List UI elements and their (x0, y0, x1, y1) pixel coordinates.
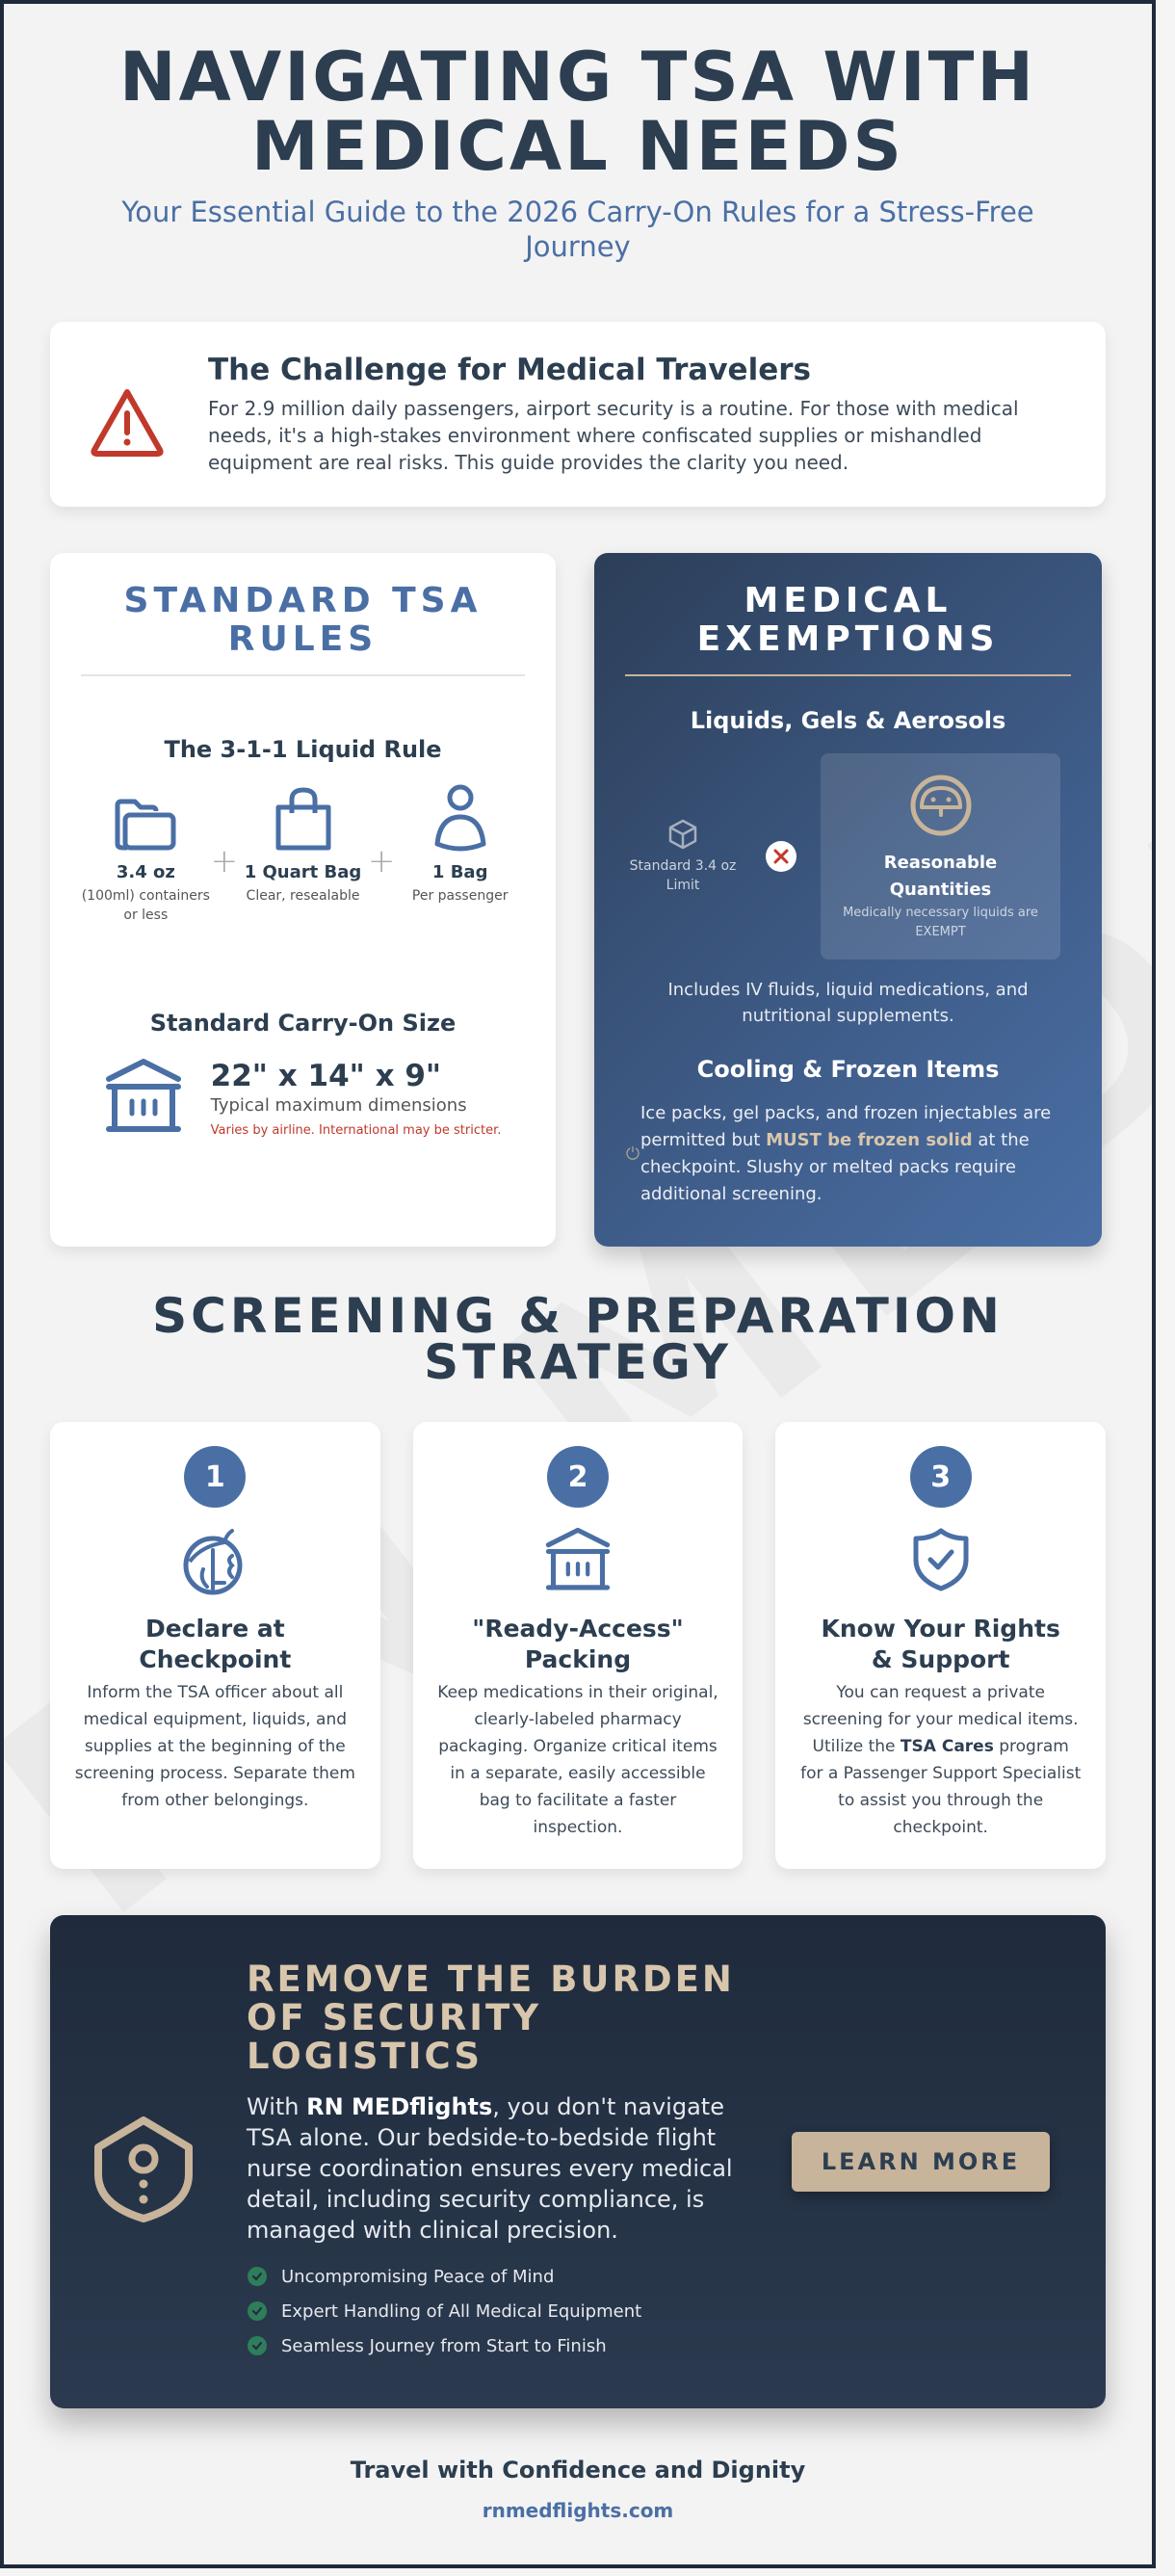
benefits-list (247, 2259, 738, 2363)
liquids-section: Liquids, Gels & Aerosols Standard 3.4 oz Limit Reasonable Quantities Medically necessary liquids are EXEMPT Includes IV fluids, liquid medications, and nutritional supplements. (625, 707, 1071, 1029)
benefit-item: Seamless Journey from Start to Finish (247, 2328, 738, 2363)
cta-description: With RN MEDflights, you don't navigate TSA alone. Our bedside-to-bedside flight nurse coordination ensures every medical detail, including security compliance, is managed with clinical precision. (247, 2093, 733, 2244)
medical-exemptions-card (594, 553, 1102, 1247)
person-icon (395, 784, 525, 852)
cooling-section: Cooling & Frozen Items Ice packs, gel packs, and frozen injectables are permitted but MUST be frozen solid at the checkpoint. Slushy or melted packs require additional screening. (625, 1056, 1071, 1208)
power-icon (625, 1144, 640, 1164)
challenge-title: The Challenge for Medical Travelers (208, 353, 811, 387)
step-number: 3 (910, 1446, 972, 1508)
plus-separator: + (367, 842, 396, 881)
website-link[interactable]: rnmedflights.com (482, 2499, 674, 2522)
challenge-text: For 2.9 million daily passengers, airport security is a routine. For those with medical needs, it's a high-stakes environment where confiscated supplies or mishandled equipment are real risks. This guide provides the clarity you need. (208, 397, 1019, 474)
bag-icon (238, 784, 368, 852)
rule-item: 1 Quart Bag Clear, resealable (238, 784, 368, 906)
folder-icon (81, 784, 211, 852)
cooling-text: Ice packs, gel packs, and frozen injectables are permitted but MUST be frozen solid at the checkpoint. Slushy or melted packs require additional screening. (640, 1103, 1052, 1204)
check-circle-icon (247, 2335, 268, 2356)
cta-banner (50, 1915, 1106, 2408)
step-number: 1 (184, 1446, 246, 1508)
standard-rules-card (50, 553, 556, 1247)
benefit-item: Expert Handling of All Medical Equipment (247, 2294, 738, 2328)
carry-on-heading: Standard Carry-On Size (149, 1010, 457, 1037)
carry-on-section: Standard Carry-On Size 22" x 14" x 9" Typical maximum dimensions Varies by airline. International may be stricter. (81, 1010, 525, 1139)
cube-icon (625, 818, 741, 856)
luggage-icon (105, 1058, 182, 1139)
step-card: 1 Declare at Checkpoint Inform the TSA officer about all medical equipment, liquids, and supplies at the beginning of the screening process. Separate them from other belongings. (50, 1422, 380, 1869)
globe-icon (73, 1527, 357, 1596)
liquid-rule-heading: The 3-1-1 Liquid Rule (164, 736, 442, 763)
plus-separator: + (210, 842, 239, 881)
carry-on-dimensions: 22" x 14" x 9" (210, 1059, 442, 1093)
challenge-card (50, 322, 1106, 507)
cta-title: REMOVE THE BURDEN OF SECURITY LOGISTICS (247, 1958, 735, 2077)
step-card: 3 Know Your Rights & Support You can request a private screening for your medical items. Utilize the TSA Cares program for a Passenger Support Specialist to assist you through the checkpoint. (775, 1422, 1106, 1869)
page-subtitle: Your Essential Guide to the 2026 Carry-On Rules for a Stress-Free Journey (121, 196, 1034, 263)
strategy-title: SCREENING & PREPARATION STRATEGY (152, 1288, 1004, 1390)
shield-keyhole-icon (92, 2116, 198, 2226)
shield-check-icon (798, 1527, 1083, 1596)
check-circle-icon (247, 2300, 268, 2322)
standard-rules-title: STANDARD TSA RULES (123, 581, 483, 659)
page-title: NAVIGATING TSA WITH MEDICAL NEEDS (119, 38, 1036, 186)
step-card: 2 "Ready-Access" Packing Keep medications in their original, clearly-labeled pharmacy packaging. Organize critical items in a separate, easily accessible bag to facilitate a faster inspection. (413, 1422, 744, 1869)
standard-limit: Standard 3.4 oz Limit (625, 818, 741, 895)
rule-item: 1 Bag Per passenger (395, 784, 525, 906)
x-mark-icon (766, 841, 796, 872)
footer (50, 2457, 1106, 2522)
medical-exemptions-title: MEDICAL EXEMPTIONS (696, 581, 1000, 659)
footer-tagline: Travel with Confidence and Dignity (350, 2457, 806, 2484)
step-number: 2 (547, 1446, 609, 1508)
benefit-item: Uncompromising Peace of Mind (247, 2259, 738, 2294)
rule-item: 3.4 oz (100ml) containers or less (81, 784, 211, 925)
learn-more-button[interactable]: LEARN MORE (792, 2132, 1050, 2192)
divider (625, 674, 1071, 676)
exempt-box: Reasonable Quantities Medically necessary liquids are EXEMPT (821, 753, 1060, 959)
luggage-icon (436, 1527, 720, 1596)
liquid-rule-section (81, 736, 525, 925)
carry-on-warning: Varies by airline. International may be stricter. (210, 1123, 502, 1138)
check-circle-icon (247, 2266, 268, 2287)
gauge-icon (830, 775, 1051, 840)
hero (50, 4, 1106, 264)
warning-triangle-icon (89, 386, 166, 461)
divider (81, 674, 525, 676)
